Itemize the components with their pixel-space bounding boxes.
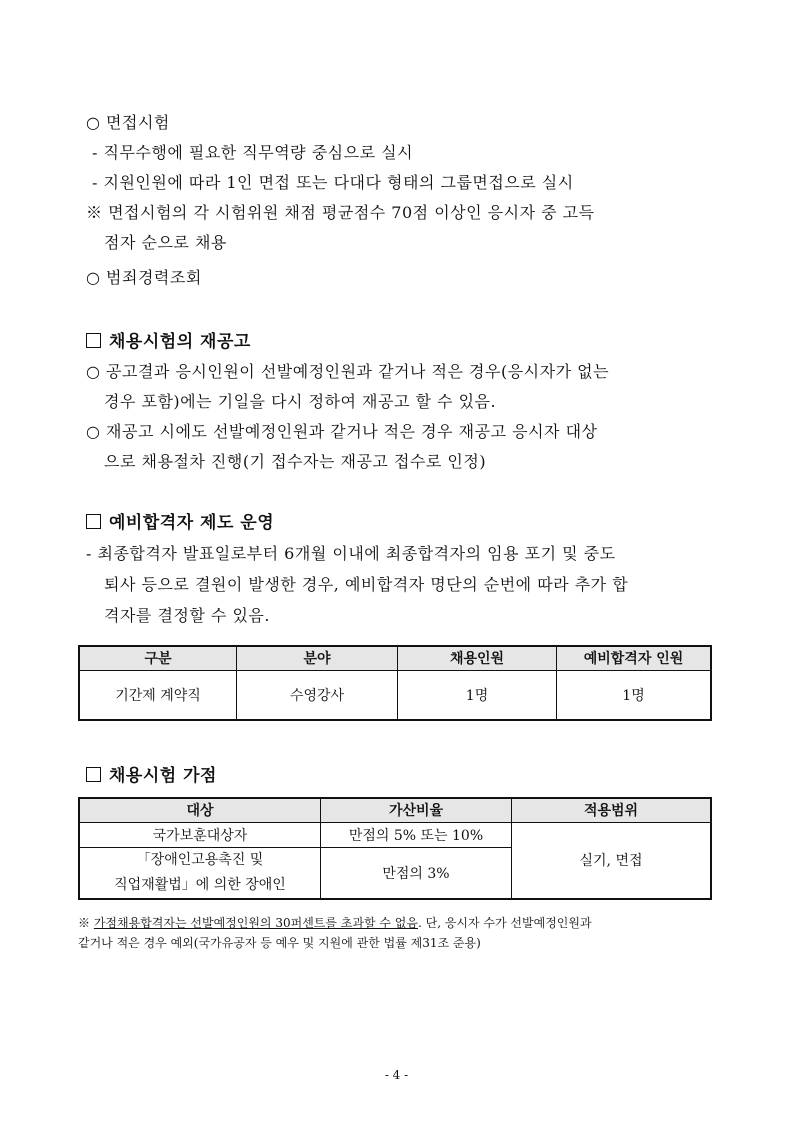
bonus-th-rate: 가산비율: [321, 798, 512, 822]
reserve-td-field: 수영강사: [237, 670, 398, 720]
reserve-th-category: 구분: [79, 646, 237, 670]
reserve-th-reserve: 예비합격자 인원: [557, 646, 712, 670]
reserve-line-3: 격자를 결정할 수 있음.: [104, 606, 270, 625]
interview-note-1: ※ 면접시험의 각 시험위원 채점 평균점수 70점 이상인 응시자 중 고득: [86, 203, 595, 222]
checkbox-square-icon: [86, 333, 101, 348]
interview-note-2: 점자 순으로 채용: [104, 233, 227, 252]
bonus-note-prefix: ※: [78, 916, 94, 930]
bonus-note-rest: . 단, 응시자 수가 선발예정인원과: [417, 916, 592, 930]
bonus-note: [78, 913, 728, 953]
reserve-th-field: 분야: [237, 646, 398, 670]
reserve-td-reserve: 1명: [557, 670, 712, 720]
bonus-td-disabled-line-2: 직업재활법」에 의한 장애인: [114, 876, 286, 893]
heading-reserve-text: 예비합격자 제도 운영: [109, 513, 275, 533]
bonus-table: [78, 797, 712, 900]
bonus-td-veteran: 국가보훈대상자: [79, 822, 321, 847]
bonus-th-scope: 적용범위: [512, 798, 712, 822]
heading-bonus: [86, 765, 217, 787]
table-row: [79, 670, 711, 720]
bonus-td-veteran-rate: 만점의 5% 또는 10%: [321, 822, 512, 847]
bonus-td-disabled: [79, 847, 321, 899]
heading-bonus-text: 채용시험 가점: [109, 766, 217, 786]
heading-reserve: [86, 512, 274, 534]
readvertise-p1-a: ○ 공고결과 응시인원이 선발예정인원과 같거나 적은 경우(응시자가 없는: [86, 362, 610, 381]
interview-line-1: - 직무수행에 필요한 직무역량 중심으로 실시: [92, 143, 414, 162]
readvertise-p2-b: 으로 채용절차 진행(기 접수자는 재공고 접수로 인정): [104, 452, 487, 471]
readvertise-p2-a: ○ 재공고 시에도 선발예정인원과 같거나 적은 경우 재공고 응시자 대상: [86, 422, 598, 441]
interview-item: ○ 면접시험: [86, 113, 170, 132]
reserve-line-1: - 최종합격자 발표일로부터 6개월 이내에 최종합격자의 임용 포기 및 중도: [86, 544, 616, 563]
bonus-th-target: 대상: [79, 798, 321, 822]
page-number: - 4 -: [384, 1068, 409, 1082]
bonus-td-disabled-line-1: 「장애인고용촉진 및: [136, 851, 264, 868]
reserve-th-hires: 채용인원: [398, 646, 557, 670]
reserve-td-category: 기간제 계약직: [79, 670, 237, 720]
reserve-line-2: 퇴사 등으로 결원이 발생한 경우, 예비합격자 명단의 순번에 따라 추가 합: [104, 575, 629, 594]
checkbox-square-icon: [86, 514, 101, 529]
heading-readvertise: [86, 331, 251, 353]
reserve-td-hires: 1명: [398, 670, 557, 720]
readvertise-p1-b: 경우 포함)에는 기일을 다시 정하여 재공고 할 수 있음.: [104, 392, 497, 411]
bonus-note-line-2: 같거나 적은 경우 예외(국가유공자 등 예우 및 지원에 관한 법률 제31조 준용): [78, 936, 481, 950]
crime-record-item: ○ 범죄경력조회: [86, 268, 202, 287]
bonus-note-underlined: 가점채용합격자는 선발예정인원의 30퍼센트를 초과할 수 없음: [93, 916, 418, 930]
bonus-td-scope: 실기, 면접: [512, 822, 712, 899]
interview-line-2: - 지원인원에 따라 1인 면접 또는 다대다 형태의 그룹면접으로 실시: [92, 173, 574, 192]
checkbox-square-icon: [86, 767, 101, 782]
reserve-table: [78, 645, 712, 721]
table-row: [79, 822, 711, 847]
heading-readvertise-text: 채용시험의 재공고: [109, 332, 251, 352]
bonus-td-disabled-rate: 만점의 3%: [321, 847, 512, 899]
